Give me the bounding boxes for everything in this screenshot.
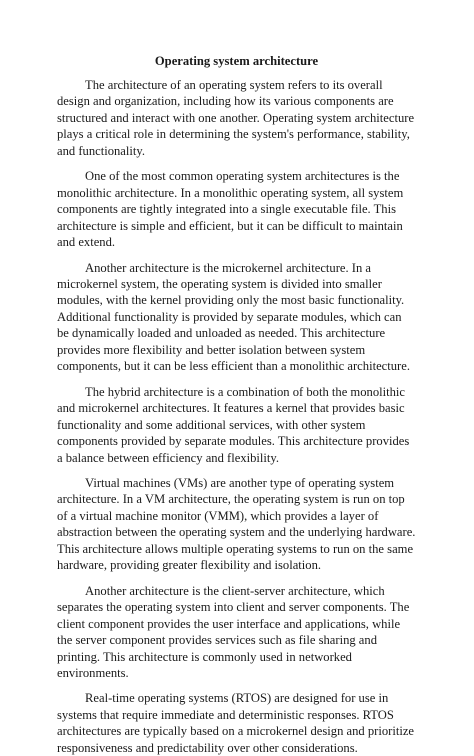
document-title: Operating system architecture bbox=[154, 54, 319, 68]
paragraph-virtual-machines: Virtual machines (VMs) are another type of operating system architecture. In a VM architecture, the operating system is run on top of a virtual machine monitor (VMM), which provides a layer of abstraction between the operating system and the underlying hardware. This architecture allows multiple operating systems to run on the same hardware, providing greater flexibility and isolation. bbox=[57, 475, 416, 573]
paragraph-hybrid: The hybrid architecture is a combination of both the monolithic and microkernel architectures. It features a kernel that provides basic functionality and some additional services, with other system components provided by separate modules. This architecture provides a balance between efficiency and flexibility. bbox=[57, 384, 410, 465]
paragraph-microkernel: Another architecture is the microkernel architecture. In a microkernel system, the operating system is divided into smaller modules, with the kernel providing only the most basic functionality. Additional functionality is provided by separate modules, which can be dynamically loaded and unloaded as needed. This architecture provides more flexibility and better isolation between system components, but it can be less efficient than a monolithic architecture. bbox=[57, 260, 410, 374]
paragraph-client-server: Another architecture is the client-server architecture, which separates the operating system into client and server components. The client component provides the user interface and applications, while the server component provides services such as file sharing and printing. This architecture is commonly used in networked environments. bbox=[57, 583, 410, 680]
paragraph-introduction: The architecture of an operating system refers to its overall design and organization, including how its various components are structured and interact with one another. Operating system architecture plays a critical role in determining the system's performance, stability, and functionality. bbox=[57, 78, 415, 158]
paragraph-monolithic: One of the most common operating system architectures is the monolithic architecture. In a monolithic operating system, all system components are tightly integrated into a single executable file. This architecture is simple and efficient, but it can be difficult to maintain and extend. bbox=[57, 169, 404, 250]
paragraph-rtos: Real-time operating systems (RTOS) are designed for use in systems that require immediate and deterministic responses. RTOS architectures are typically based on a microkernel design and prioritize responsiveness and predictability over other considerations. bbox=[57, 691, 415, 755]
